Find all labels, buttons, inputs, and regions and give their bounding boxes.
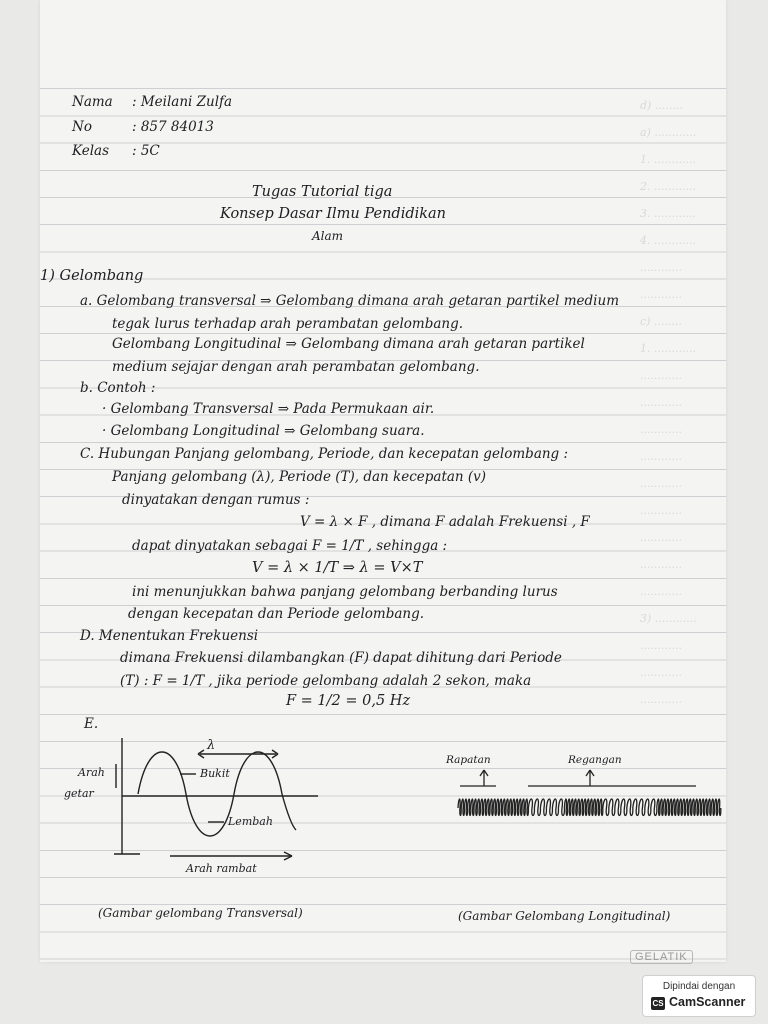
formula-line: F = 1/2 = 0,5 Hz <box>286 693 411 709</box>
text-line: D. Menentukan Frekuensi <box>80 628 259 644</box>
text-line: C. Hubungan Panjang gelombang, Periode, dan kecepatan gelombang : <box>80 446 569 462</box>
text-line: ini menunjukkan bahwa panjang gelombang berbanding lurus <box>132 584 558 600</box>
vibration-direction-label: getar <box>64 787 94 800</box>
title-line-1: Tugas Tutorial tiga <box>252 184 393 200</box>
camscanner-badge <box>642 975 756 1017</box>
class-label: Kelas <box>72 143 110 159</box>
caption-transversal: (Gambar gelombang Transversal) <box>98 906 303 920</box>
transversal-wave-diagram <box>80 728 360 878</box>
title-line-2: Konsep Dasar Ilmu Pendidikan <box>220 206 447 222</box>
text-line: · Gelombang Transversal ⇒ Pada Permukaan air. <box>102 401 435 417</box>
rarefaction-label: Regangan <box>568 754 622 766</box>
text-line: tegak lurus terhadap arah perambatan gelombang. <box>112 316 464 332</box>
text-line: · Gelombang Longitudinal ⇒ Gelombang suara. <box>102 423 425 439</box>
text-line: E. <box>84 716 99 732</box>
student-number-value: : 857 84013 <box>132 119 214 135</box>
camscanner-logo-icon: CS <box>652 999 664 1008</box>
class-value: : 5C <box>132 143 160 159</box>
name-value: : Meilani Zulfa <box>132 94 233 110</box>
stamp-text: GELATIK <box>630 950 693 964</box>
text-line: medium sejajar dengan arah perambatan gelombang. <box>112 359 480 375</box>
wavelength-label: λ <box>207 738 216 753</box>
text-line: b. Contoh : <box>80 380 156 396</box>
caption-longitudinal: (Gambar Gelombang Longitudinal) <box>458 909 671 923</box>
bleed-through-text: d) ........ a) ............ 1. ............ 2. ............ 3. ............ 4. ............ ............ ............ c) ........ 1. ............ ............ ............ ............ ............ ............ ............ ............ ............ ............ 3) ............ ............ ............ ............ <box>640 99 697 706</box>
title-line-3: Alam <box>312 229 344 243</box>
compression-label: Rapatan <box>446 754 491 766</box>
crest-label: Bukit <box>200 767 230 780</box>
text-line: dimana Frekuensi dilambangkan (F) dapat dihitung dari Periode <box>120 650 562 666</box>
text-line: a. Gelombang transversal ⇒ Gelombang dimana arah getaran partikel medium <box>80 293 619 309</box>
propagation-direction-label: Arah rambat <box>186 862 257 875</box>
name-label: Nama <box>72 94 113 110</box>
text-line: Panjang gelombang (λ), Periode (T), dan kecepatan (v) <box>112 469 487 485</box>
vibration-direction-label: Arah <box>78 766 105 779</box>
section-heading: 1) Gelombang <box>40 268 144 284</box>
camscanner-label: CamScanner <box>669 995 746 1009</box>
text-line: dengan kecepatan dan Periode gelombang. <box>128 606 425 622</box>
text-line: dinyatakan dengan rumus : <box>122 492 310 508</box>
trough-label: Lembah <box>228 815 273 828</box>
text-line: (T) : F = 1/T , jika periode gelombang adalah 2 sekon, maka <box>120 673 532 689</box>
formula-line: dapat dinyatakan sebagai F = 1/T , sehingga : <box>132 538 448 554</box>
text-line: Gelombang Longitudinal ⇒ Gelombang dimana arah getaran partikel <box>112 336 585 352</box>
student-number-label: No <box>72 119 92 135</box>
longitudinal-wave-diagram <box>452 760 726 830</box>
scanned-with-label: Dipindai dengan <box>662 981 736 992</box>
formula-line: V = λ × 1/T ⇒ λ = V×T <box>252 560 423 576</box>
notebook-page <box>40 0 726 962</box>
formula-line: V = λ × F , dimana F adalah Frekuensi , F <box>300 514 590 530</box>
